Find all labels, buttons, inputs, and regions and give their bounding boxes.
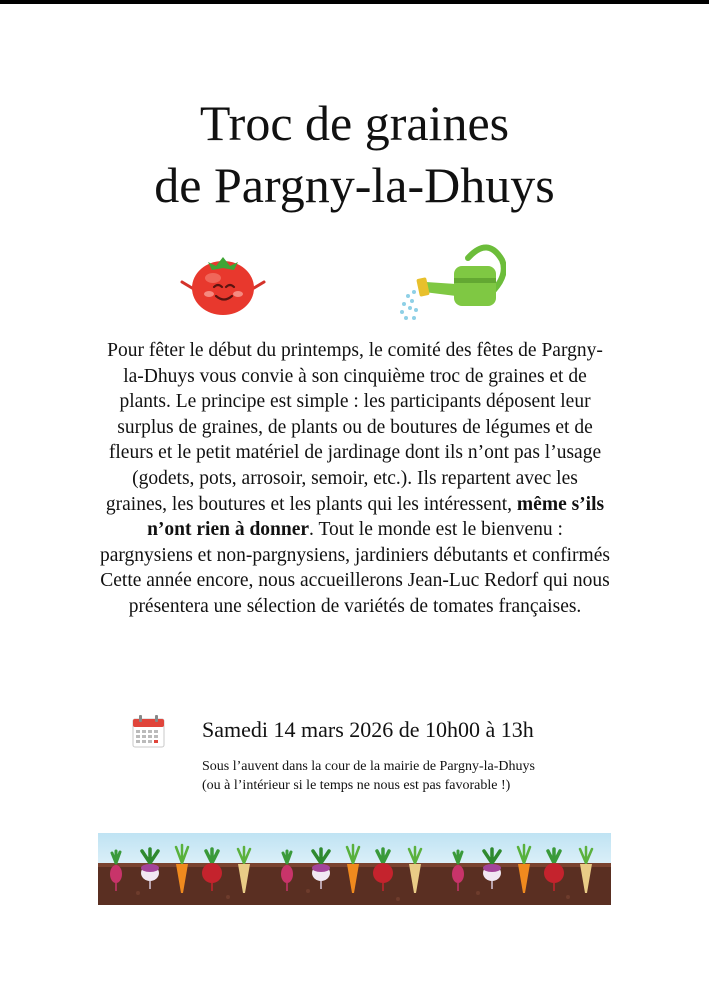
event-location-line-2: (ou à l’intérieur si le temps ne nous est pas favorable !) xyxy=(202,778,511,793)
event-date: Samedi 14 mars 2026 de 10h00 à 13h xyxy=(202,717,534,742)
tomato-icon xyxy=(178,248,268,320)
page-title-line-2: de Pargny-la-Dhuys xyxy=(154,157,555,213)
event-location xyxy=(202,757,535,795)
description-intro: Pour fêter le début du printemps, le comité des fêtes de Pargny-la-Dhuys vous convie à son cinquième troc de graines et de plants. Le principe est simple : les participants déposent leur surplus de graines, de plants ou de boutures de légumes et de fleurs et le petit matériel de jardinage dont ils n’ont pas l’usage (godets, pots, arrosoir, semoir, etc.). Ils repartent avec les graines, les boutures et les plants qui les intéressent, xyxy=(105,340,603,515)
page-title-line-1: Troc de graines xyxy=(199,95,510,151)
top-border xyxy=(0,0,709,4)
watering-can-icon xyxy=(398,238,506,324)
event-location-line-1: Sous l’auvent dans la cour de la mairie de Pargny-la-Dhuys xyxy=(202,759,535,774)
calendar-icon xyxy=(132,714,165,748)
guest-announcement: Cette année encore, nous accueillerons Jean-Luc Redorf qui nous présentera une sélection de variétés de tomates françaises. xyxy=(100,570,610,617)
vegetable-garden-illustration xyxy=(98,833,611,905)
description-paragraph xyxy=(100,338,610,620)
description-rest: . Tout le monde est le bienvenu : pargnysiens et non-pargnysiens, jardiniers débutants et confirmés xyxy=(100,519,610,566)
description-emphasis: même s’ils n’ont rien à donner xyxy=(147,493,605,541)
